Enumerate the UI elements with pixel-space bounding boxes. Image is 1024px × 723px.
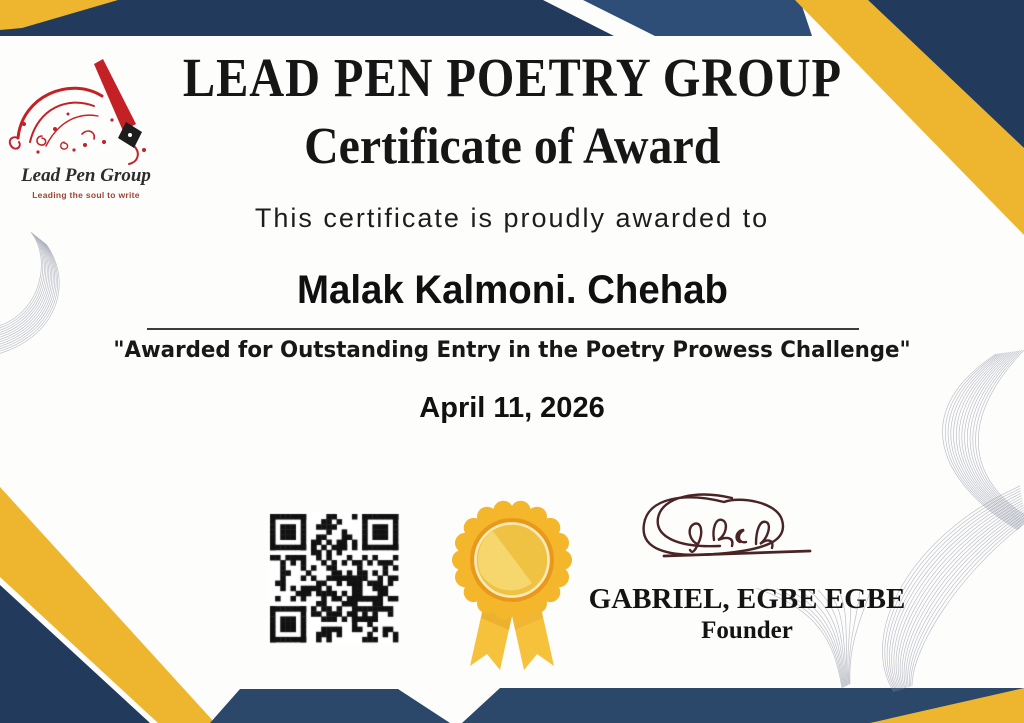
recipient-name: Malak Kalmoni. Chehab: [296, 268, 728, 312]
qr-code: [268, 512, 400, 644]
certificate-title: Certificate of Award: [303, 118, 721, 175]
signer-title: Founder: [701, 617, 793, 644]
logo-tagline: Leading the soul to write: [32, 190, 140, 200]
awarded-to-line: This certificate is proudly awarded to: [254, 203, 770, 233]
logo-name: Lead Pen Group: [21, 165, 151, 186]
signature-block: [562, 582, 932, 646]
signature-scribble-icon: [628, 488, 823, 568]
recipient-underline: [147, 328, 859, 330]
organization-title: LEAD PEN POETRY GROUP: [182, 47, 842, 108]
signer-name: GABRIEL, EGBE EGBE: [588, 583, 906, 615]
award-date: April 11, 2026: [419, 392, 605, 424]
award-reason: "Awarded for Outstanding Entry in the Poetry Prowess Challenge": [113, 338, 911, 363]
